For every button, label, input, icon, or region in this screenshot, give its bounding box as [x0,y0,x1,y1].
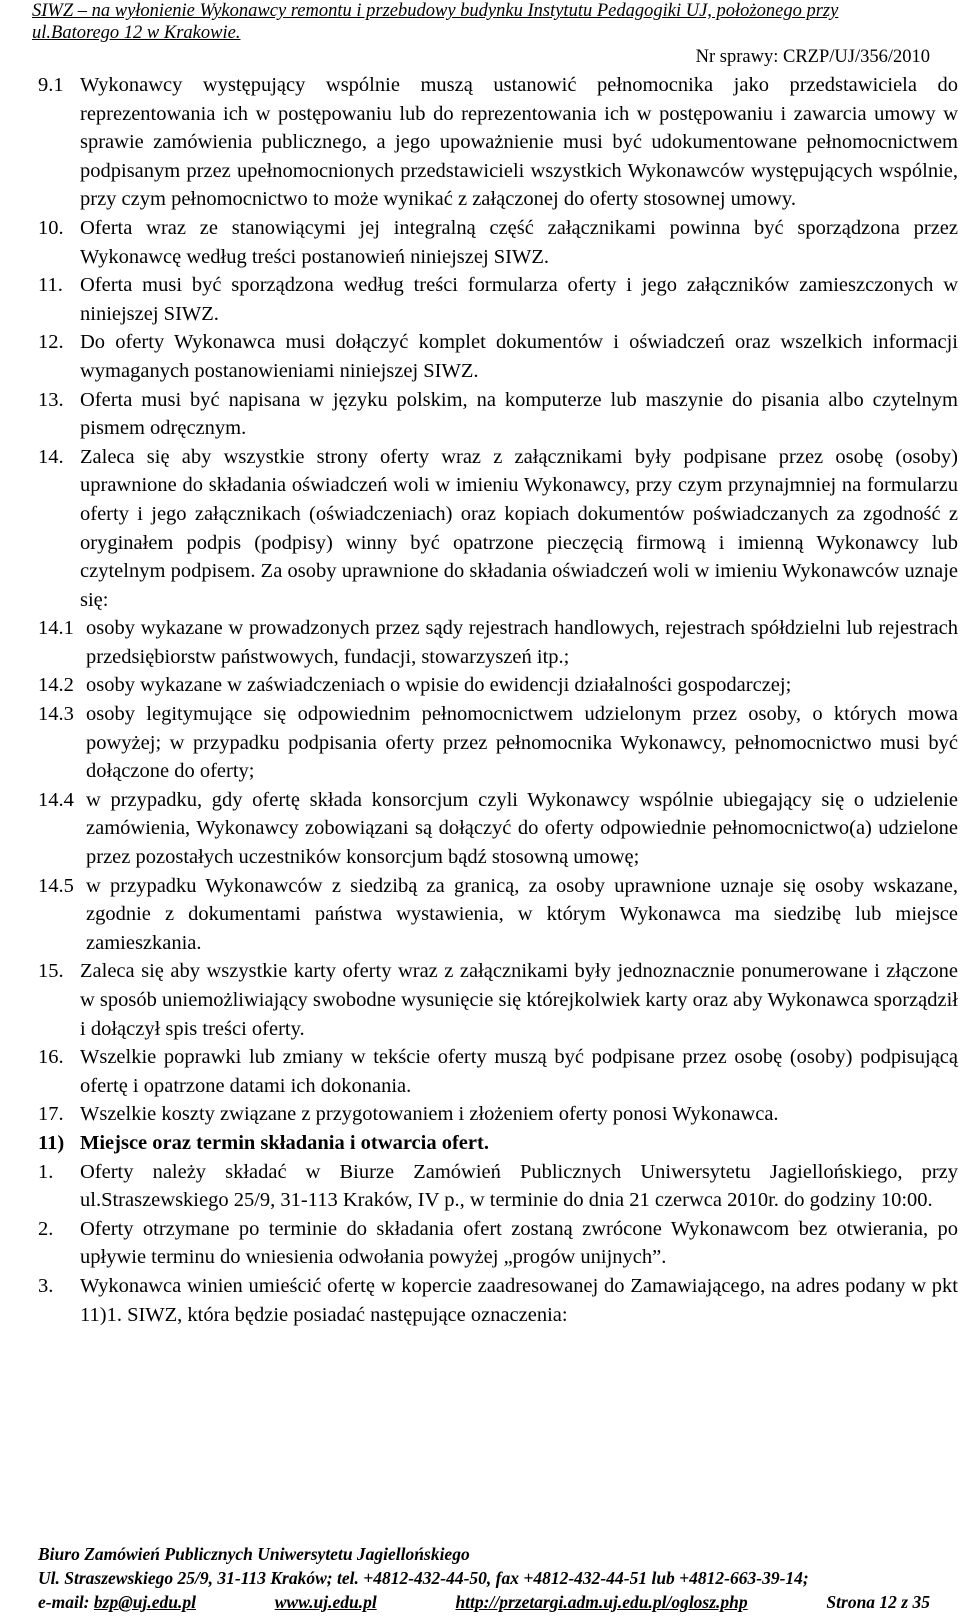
item-text: Oferta wraz ze stanowiącymi jej integralną część załącznikami powinna być sporządzona przez Wykonawcę według treści postanowień niniejszej SIWZ. [80,216,958,268]
item-number: 13. [38,388,64,411]
document-body [38,71,958,1329]
footer-email-link[interactable]: bzp@uj.edu.pl [93,1592,196,1612]
footer-address: Ul. Straszewskiego 25/9, 31-113 Kraków; tel. +4812-432-44-50, fax +4812-432-44-51 lub +4812-663-39-14; [38,1568,809,1588]
item-text: osoby wykazane w zaświadczeniach o wpisie do ewidencji działalności gospodarczej; [86,674,792,697]
item-text: Oferta musi być napisana w języku polskim, na komputerze lub maszynie do pisania albo czytelnym pismem odręcznym. [80,388,958,440]
page-header [32,0,930,67]
list-item [38,271,958,328]
item-text: Wszelkie poprawki lub zmiany w tekście oferty muszą być podpisane przez osobę (osoby) podpisującą ofertę i opatrzone datami ich dokonania. [80,1046,958,1097]
item-text: Miejsce oraz termin składania i otwarcia ofert. [80,1131,489,1154]
item-text: Zaleca się aby wszystkie strony oferty wraz z załącznikami były podpisane przez osobę (osoby) uprawnione do składania oświadczeń woli w imieniu Wykonawcy, przy czym przynajmniej na formularzu oferty i jego załącznikach (oświadczeniach) oraz kopiach dokumentów poświadczanych za zgodność z oryginałem podpis (podpisy) winny być opatrzone pieczęcią firmową i imienną Wykonawcy lub czytelnym podpisem. Za osoby uprawnione do składania oświadczeń woli w imieniu Wykonawców uznaje się: [80,445,958,611]
list-item [38,1158,958,1215]
item-number: 14.1 [38,617,74,640]
footer-email-label: e-mail: [38,1592,90,1612]
list-item [38,671,958,700]
list-item [38,786,958,872]
item-text: Wykonawcy występujący wspólnie muszą ustanowić pełnomocnika jako przedstawiciela do reprezentowania ich w postępowaniu lub do reprezentowania ich w postępowaniu i zawarcia umowy w sprawie zamówienia publicznego, a jego upoważnienie musi być udokumentowane pełnomocnictwem podpisanym przez upełnomocnionych przedstawicieli wszystkich Wykonawców występujących wspólnie, przy czym pełnomocnictwo to może wynikać z załączonej do oferty stosownej umowy. [80,74,958,211]
list-item [38,71,958,214]
item-text: osoby wykazane w prowadzonych przez sądy rejestrach handlowych, rejestrach spółdzielni lub rejestrach przedsiębiorstw państwowych, fundacji, stowarzyszeń itp.; [86,617,958,668]
item-number: 10. [38,216,64,239]
item-text: w przypadku, gdy ofertę składa konsorcjum czyli Wykonawcy wspólnie ubiegający się o udzielenie zamówienia, Wykonawcy zobowiązani są dołączyć do oferty odpowiednie pełnomocnictwo(a) udzielone przez pozostałych uczestników konsorcjum bądź stosowną umowę; [86,788,958,869]
item-number: 11) [38,1131,65,1154]
item-text: Do oferty Wykonawca musi dołączyć komplet dokumentów i oświadczeń oraz wszelkich informacji wymaganych postanowieniami niniejszej SIWZ. [80,331,958,382]
item-number: 9.1 [38,74,64,96]
item-text: osoby legitymujące się odpowiednim pełnomocnictwem udzielonym przez osoby, o których mowa powyżej; w przypadku podpisania oferty przez pełnomocnika Wykonawcy, pełnomocnictwo musi być dołączone do oferty; [86,703,958,783]
list-item [38,1043,958,1100]
item-number: 14.5 [38,874,74,897]
item-number: 11. [38,274,63,297]
list-item [38,386,958,443]
list-item [38,1215,958,1272]
page-footer [38,1542,930,1614]
item-number: 14.2 [38,674,74,697]
item-text: Wszelkie koszty związane z przygotowaniem i złożeniem oferty ponosi Wykonawca. [80,1103,779,1126]
item-number: 2. [38,1217,54,1240]
header-title-line1: SIWZ – na wyłonienie Wykonawcy remontu i przebudowy budynku Instytutu Pedagogiki UJ, położonego przy [32,1,839,21]
item-number: 12. [38,331,64,354]
list-item [38,214,958,271]
list-item [38,328,958,385]
footer-tender-link[interactable]: http://przetargi.adm.uj.edu.pl/oglosz.php [455,1592,748,1612]
list-item [38,1272,958,1329]
footer-org: Biuro Zamówień Publicznych Uniwersytetu Jagiellońskiego [38,1544,470,1564]
item-number: 14. [38,445,64,468]
list-item [38,957,958,1043]
item-text: Oferty należy składać w Biurze Zamówień Publicznych Uniwersytetu Jagiellońskiego, przy ul.Straszewskiego 25/9, 31-113 Kraków, IV p., w terminie do dnia 21 czerwca 2010r. do godziny 10:00. [80,1160,958,1212]
list-item [38,700,958,786]
page-number: Strona 12 z 35 [826,1592,930,1612]
list-item [38,614,958,671]
item-text: Wykonawca winien umieścić ofertę w kopercie zaadresowanej do Zamawiającego, na adres podany w pkt 11)1. SIWZ, która będzie posiadać następujące oznaczenia: [80,1274,958,1326]
section-heading [38,1129,958,1158]
list-item [38,872,958,958]
item-number: 17. [38,1103,64,1126]
item-number: 3. [38,1274,54,1297]
item-text: Oferta musi być sporządzona według treści formularza oferty i jego załączników zamieszczonych w niniejszej SIWZ. [80,274,958,325]
item-number: 14.4 [38,788,74,811]
footer-web-link[interactable]: www.uj.edu.pl [274,1592,377,1612]
list-item [38,1100,958,1129]
item-text: Oferty otrzymane po terminie do składania ofert zostaną zwrócone Wykonawcom bez otwierania, po upływie terminu do wniesienia odwołania powyżej „progów unijnych”. [80,1217,958,1269]
item-number: 16. [38,1046,64,1069]
header-title-line2: ul.Batorego 12 w Krakowie. [32,23,241,43]
item-number: 1. [38,1160,54,1183]
item-text: Zaleca się aby wszystkie karty oferty wraz z załącznikami były jednoznacznie ponumerowane i złączone w sposób uniemożliwiający swobodne wysunięcie się którejkolwiek karty oraz aby Wykonawca sporządził i dołączył spis treści oferty. [80,960,958,1040]
item-text: w przypadku Wykonawców z siedzibą za granicą, za osoby uprawnione uznaje się osoby wskazane, zgodnie z dokumentami państwa wystawienia, w którym Wykonawca ma siedzibę lub miejsce zamieszkania. [86,874,958,954]
list-item [38,443,958,615]
item-number: 15. [38,960,64,983]
case-number: Nr sprawy: CRZP/UJ/356/2010 [695,47,930,67]
item-number: 14.3 [38,703,74,726]
